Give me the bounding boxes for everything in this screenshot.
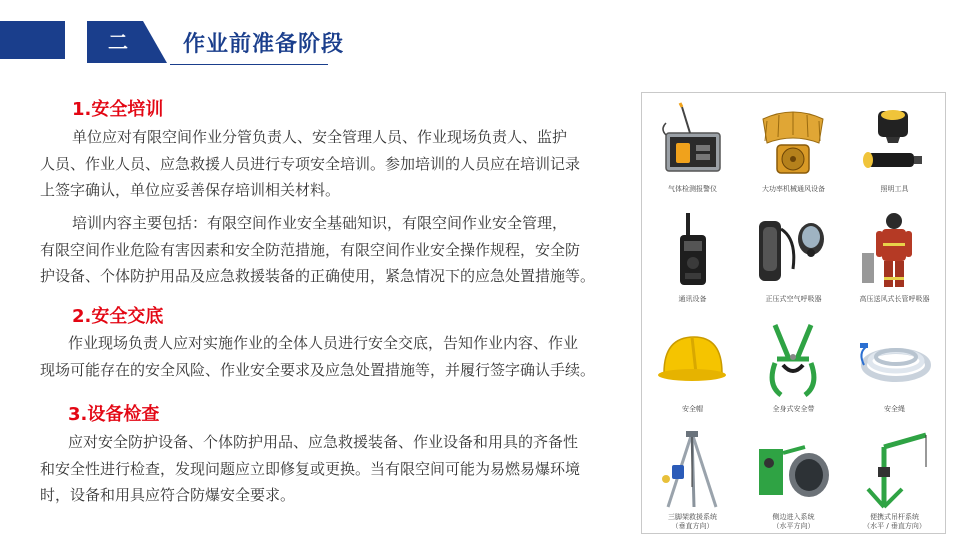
text-line: 和安全性进行检查，发现问题应立即修复或更换。当有限空间可能为易燃易爆环境	[40, 459, 581, 478]
section-badge	[87, 21, 167, 63]
equipment-label	[743, 513, 844, 531]
text-line: 培训内容主要包括：有限空间作业安全基础知识，有限空间作业安全管理，	[72, 214, 568, 232]
section-number: 二	[108, 30, 128, 54]
section-heading-inspection: 3.设备检查	[68, 404, 160, 425]
text-line: 现场可能存在的安全风险、作业安全要求及应急处置措施等，并履行签字确认手续。	[40, 360, 596, 379]
tripod-icon	[652, 427, 732, 511]
paragraph-training-2	[40, 210, 630, 290]
section-heading-briefing: 2.安全交底	[72, 306, 164, 327]
equipment-label-main: 三脚架救援系统	[668, 513, 717, 521]
text-line: 作业现场负责人应对实施作业的全体人员进行安全交底，告知作业内容、作业	[68, 334, 579, 352]
equipment-label: 安全绳	[884, 405, 905, 413]
equipment-label: 安全帽	[682, 405, 703, 413]
equipment-label: 通讯设备	[678, 295, 707, 303]
rope-icon	[854, 319, 934, 403]
equipment-label	[642, 513, 743, 531]
equipment-item	[642, 313, 743, 423]
equipment-label: 照明工具	[880, 185, 909, 193]
equipment-item	[844, 313, 945, 423]
text-line: 时，设备和用具应符合防爆安全要求。	[40, 486, 296, 504]
section-heading-training: 1.安全培训	[72, 99, 164, 120]
title-underline	[170, 64, 328, 65]
text-line: 单位应对有限空间作业分管负责人、安全管理人员、作业现场负责人、监护	[72, 128, 568, 146]
equipment-item	[642, 93, 743, 203]
text-line: 人员、作业人员、应急救援人员进行专项安全培训。参加培训的人员应在培训记录	[40, 154, 581, 173]
davit-icon	[854, 427, 934, 511]
equipment-item	[642, 203, 743, 313]
equipment-label-sub: （水平方向）	[772, 522, 815, 530]
side-entry-icon	[753, 427, 833, 511]
equipment-item	[844, 93, 945, 203]
paragraph-briefing	[40, 330, 630, 383]
equipment-panel	[641, 92, 946, 534]
ventilation-fan-icon	[753, 99, 833, 183]
equipment-item	[743, 93, 844, 203]
gas-detector-icon	[652, 99, 732, 183]
equipment-label-main: 便携式吊杆系统	[870, 513, 919, 521]
flashlight-icon	[854, 99, 934, 183]
equipment-label-main: 侧边进入系统	[772, 513, 815, 521]
equipment-item	[743, 313, 844, 423]
corner-decoration	[0, 21, 65, 59]
equipment-label: 正压式空气呼吸器	[765, 295, 822, 303]
equipment-label: 高压送风式长管呼吸器	[859, 295, 930, 303]
equipment-item	[642, 421, 743, 531]
text-line: 上签字确认，单位应妥善保存培训相关材料。	[40, 181, 341, 199]
equipment-label: 气体检测报警仪	[668, 185, 717, 193]
text-line: 应对安全防护设备、个体防护用品、应急救援装备、作业设备和用具的齐备性	[68, 433, 579, 451]
equipment-item	[844, 203, 945, 313]
equipment-label: 大功率机械通风设备	[762, 185, 825, 193]
harness-icon	[753, 319, 833, 403]
equipment-label: 全身式安全带	[772, 405, 815, 413]
equipment-item	[743, 421, 844, 531]
paragraph-training-1	[40, 124, 630, 204]
equipment-item	[844, 421, 945, 531]
breathing-apparatus-icon	[753, 209, 833, 293]
airline-respirator-icon	[854, 209, 934, 293]
equipment-label	[844, 513, 945, 531]
text-line: 护设备、个体防护用品及应急救援装备的正确使用，紧急情况下的应急处置措施等。	[40, 267, 596, 285]
helmet-icon	[652, 319, 732, 403]
equipment-label-sub: （垂直方向）	[671, 522, 714, 530]
equipment-item	[743, 203, 844, 313]
equipment-label-sub: （水平 / 垂直方向）	[863, 522, 926, 530]
page-title: 作业前准备阶段	[183, 32, 345, 57]
radio-icon	[652, 209, 732, 293]
text-line: 有限空间作业危险有害因素和安全防范措施，有限空间作业安全操作规程，安全防	[40, 240, 581, 259]
paragraph-inspection	[40, 429, 630, 509]
